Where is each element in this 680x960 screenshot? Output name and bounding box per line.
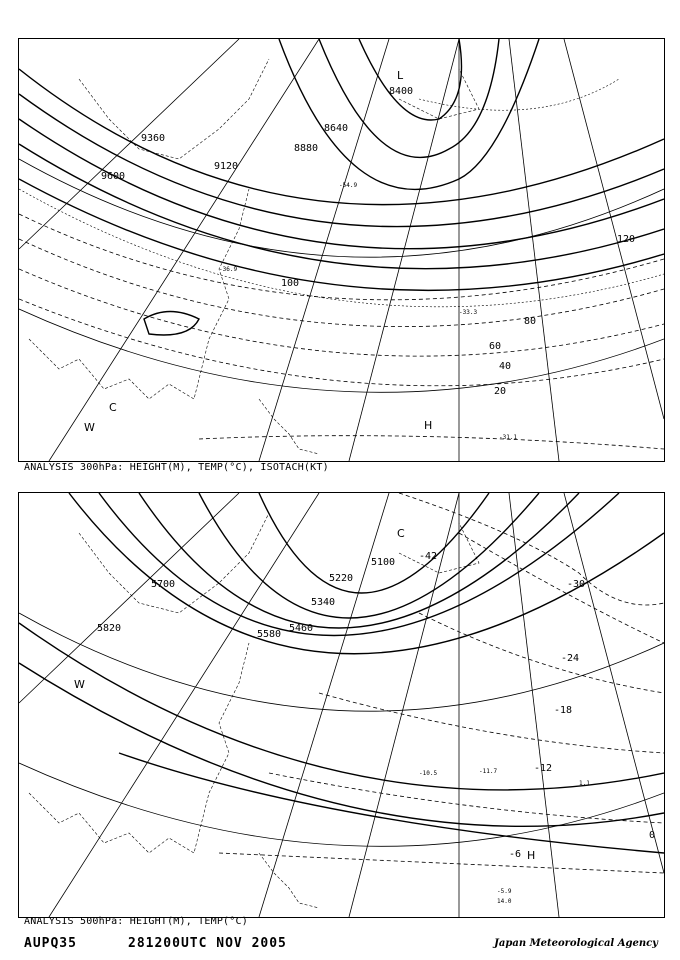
panel-300hpa-caption: ANALYSIS 300hPa: HEIGHT(M), TEMP(°C), ISOTACH(KT): [24, 462, 329, 473]
warm-center-label: W: [74, 678, 85, 691]
point-value: -5.9: [497, 888, 512, 895]
height-label: 9120: [214, 161, 239, 172]
cold-center-label: C: [397, 527, 405, 540]
height-label: 5100: [371, 557, 396, 568]
map-300hpa-panel: [18, 38, 665, 462]
point-value: -54.9: [339, 182, 358, 189]
isotach-label: 80: [524, 316, 537, 327]
height-label: 5340: [311, 597, 336, 608]
temp-label: 0: [649, 830, 656, 841]
point-value: -36.9: [219, 266, 238, 273]
height-label: 8400: [389, 86, 414, 97]
low-center-label: L: [397, 69, 404, 82]
coastlines: [29, 59, 479, 454]
temp-label: -6: [509, 849, 522, 860]
map-300hpa: [19, 39, 664, 461]
temp-label: -24: [561, 653, 580, 664]
height-labels: [101, 86, 413, 182]
map-500hpa-panel: [18, 492, 665, 918]
point-value: 1.1: [579, 780, 590, 787]
isotach-label: 20: [494, 386, 507, 397]
height-label: 9360: [141, 133, 166, 144]
point-value: 14.0: [497, 898, 512, 905]
temp-label: -12: [534, 763, 553, 774]
point-value: -31.1: [499, 434, 518, 441]
chart-code: AUPQ35: [24, 936, 77, 951]
temp-label: -42: [419, 551, 438, 562]
height-label: 8880: [294, 143, 319, 154]
pressure-center-labels: [84, 69, 432, 434]
temp-label: -30: [567, 579, 586, 590]
point-values: [219, 182, 517, 441]
isotach-label: 60: [489, 341, 502, 352]
isotach-label: 120: [617, 234, 636, 245]
agency-credit: Japan Meteorological Agency: [494, 938, 658, 949]
temp-label: -18: [554, 705, 573, 716]
point-value: -11.7: [479, 768, 498, 775]
cold-center-label: C: [109, 401, 117, 414]
height-label: 5460: [289, 623, 314, 634]
valid-time: 281200UTC NOV 2005: [128, 936, 287, 951]
panel-500hpa-caption: ANALYSIS 500hPa: HEIGHT(M), TEMP(°C): [24, 916, 248, 927]
map-500hpa: [19, 493, 664, 917]
warm-center-label: W: [84, 421, 95, 434]
point-value: -33.3: [459, 309, 478, 316]
height-label: 5220: [329, 573, 354, 584]
high-center-label: H: [424, 419, 433, 432]
height-label: 9600: [101, 171, 126, 182]
graticule-meridians: [19, 39, 664, 461]
height-contours: [19, 493, 664, 853]
point-value: -10.5: [419, 770, 438, 777]
height-label: 5820: [97, 623, 122, 634]
height-label: 5580: [257, 629, 282, 640]
height-label: 5700: [151, 579, 176, 590]
isotach-label: 100: [281, 278, 300, 289]
isotach-label: 40: [499, 361, 512, 372]
pressure-center-labels: [74, 527, 535, 862]
high-center-label: H: [527, 849, 536, 862]
height-label: 8640: [324, 123, 349, 134]
